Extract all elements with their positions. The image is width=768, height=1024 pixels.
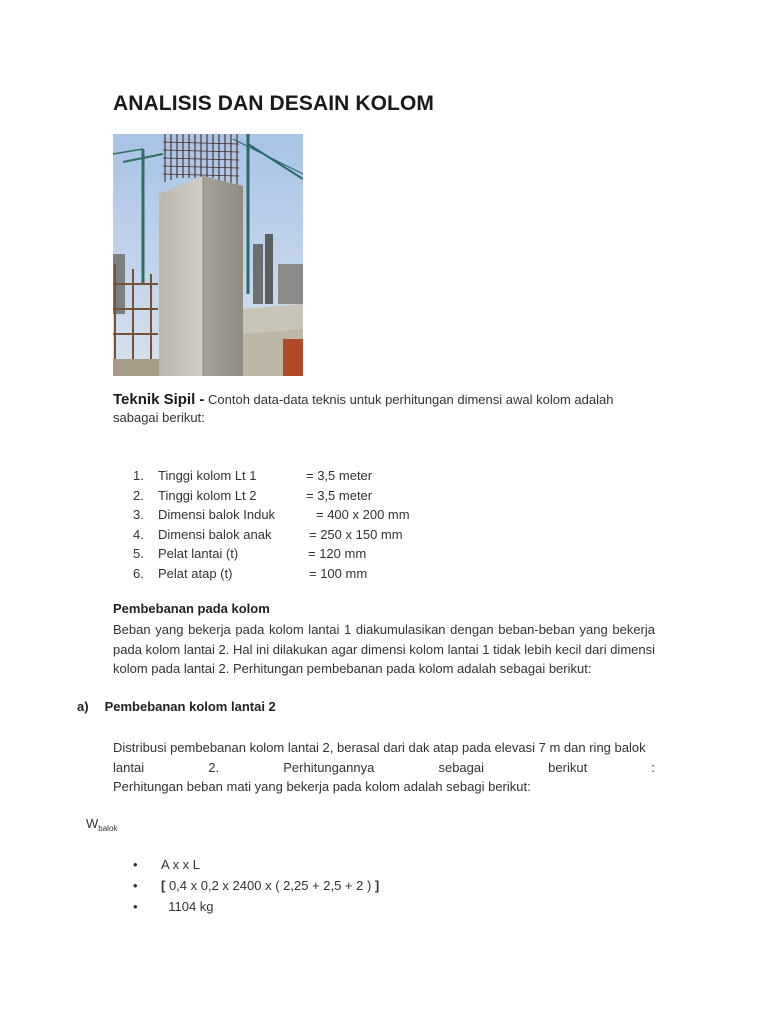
section-marker: a)	[77, 699, 89, 714]
bullet-icon: •	[133, 899, 138, 914]
intro-paragraph	[113, 391, 653, 427]
bullet-icon: •	[133, 878, 138, 893]
bullet-icon: •	[133, 857, 138, 872]
intro-lead: Teknik Sipil -	[113, 391, 205, 408]
distribusi-line-2: lantai 2. Perhitungannya sebagai berikut :	[113, 759, 655, 775]
distribusi-paragraph	[113, 738, 655, 797]
pembebanan-paragraph: Beban yang bekerja pada kolom lantai 1 diakumulasikan dengan beban-beban yang bekerja pada kolom lantai 2. Hal ini dilakukan agar dimensi kolom lantai 1 tidak lebih kecil dari dimensi kolom pada lantai 2. Perhitungan pembebanan pada kolom adalah sebagai berikut:	[113, 622, 655, 676]
page-title: ANALISIS DAN DESAIN KOLOM	[113, 92, 435, 115]
distribusi-line-3: Perhitungan beban mati yang bekerja pada kolom adalah sebagi berikut:	[113, 779, 531, 794]
w-balok-label: $W_{balok}$	[86, 816, 118, 833]
pembebanan-heading: Pembebanan pada kolom	[113, 601, 270, 616]
intro-text: Contoh data-data teknis untuk perhitungan dimensi awal kolom adalah sabagai berikut:	[113, 392, 614, 425]
distribusi-line-1: Distribusi pembebanan kolom lantai 2, berasal dari dak atap pada elevasi 7 m dan ring balok	[113, 740, 646, 755]
concrete-column-photo	[113, 134, 303, 376]
section-a-heading	[77, 699, 276, 714]
section-title: Pembebanan kolom lantai 2	[104, 699, 276, 714]
